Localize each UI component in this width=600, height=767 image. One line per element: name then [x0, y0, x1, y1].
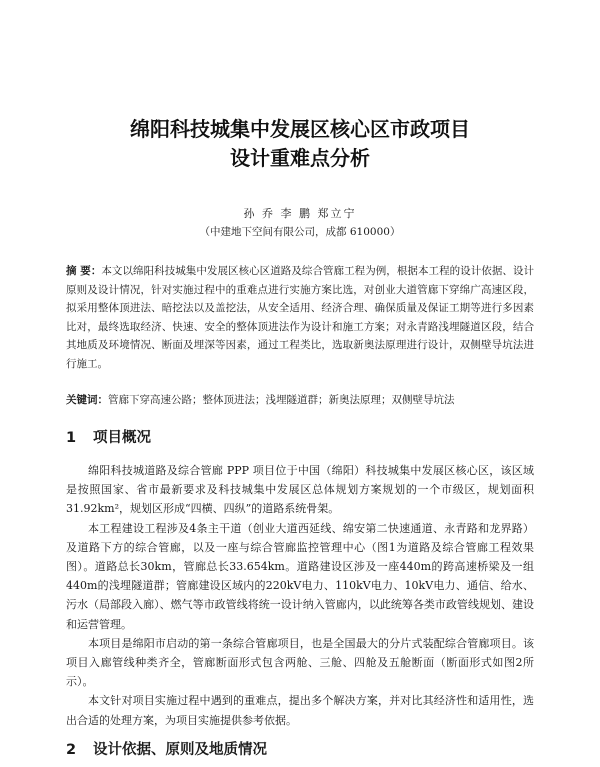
section-1-body: [66, 461, 534, 730]
abstract-label: 摘 要：: [66, 265, 102, 277]
section-1-heading: [66, 428, 151, 448]
body-paragraph: 绵阳科技城道路及综合管廊 PPP 项目位于中国（绵阳）科技城集中发展区核心区，该区域是按照国家、省市最新要求及科技城集中发展区总体规划方案规划的一个市级区，规划面积31.92km²，规划区形成“四横、四纵”的道路系统骨架。: [66, 464, 534, 516]
body-paragraph: 本文针对项目实施过程中遇到的重难点，提出多个解决方案，并对比其经济性和适用性，选出合适的处理方案，为项目实施提供参考依据。: [66, 694, 534, 727]
author-affiliation: （中建地下空间有限公司，成都 610000）: [199, 226, 401, 238]
section-1-number: 1: [66, 430, 77, 446]
section-1-title: 项目概况: [93, 430, 151, 446]
keywords: [66, 391, 534, 409]
abstract-text: 本文以绵阳科技城集中发展区核心区道路及综合管廊工程为例，根据本工程的设计依据、设计原则及设计情况，针对实施过程中的重难点进行实施方案比选，对创业大道管廊下穿绵广高速区段，拟采用整体顶进法、暗挖法以及盖挖法，从安全适用、经济合理、确保质量及保证工期等进行多因素比对，最终选取经济、快速、安全的整体顶进法作为设计和施工方案；对永青路浅埋隧道区段，结合其地质及环境情况、断面及埋深等因素，通过工程类比，选取新奥法原理进行设计，双侧壁导坑法进行施工。: [66, 265, 535, 370]
abstract: [66, 262, 534, 374]
body-paragraph: 本工程建设工程涉及4条主干道（创业大道西延线、绵安第二快速通道、永青路和龙界路）及道路下方的综合管廊，以及一座与综合管廊监控管理中心（图1为道路及综合管廊工程效果图）。道路总长30km，管廊总长33.654km。道路建设区涉及一座440m的跨高速桥梁及一组440m的浅埋隧道群；管廊建设区域内的220kV电力、110kV电力、10kV电力、通信、给水、污水（局部段入廊）、燃气等市政管线将统一设计纳入管廊内，以此统筹各类市政管线规划、建设和运营管理。: [66, 521, 534, 631]
author-list: 孙 乔 李 鹏 郑立宁: [243, 207, 357, 220]
section-2-number: 2: [66, 742, 77, 758]
keywords-label: 关键词：: [66, 394, 108, 406]
keywords-text: 管廊下穿高速公路；整体顶进法；浅埋隧道群；新奥法原理；双侧壁导坑法: [108, 394, 455, 406]
paper-title-line-1: 绵阳科技城集中发展区核心区市政项目: [130, 117, 470, 141]
paper-title-line-2: 设计重难点分析: [230, 146, 370, 170]
section-2-heading: [66, 740, 267, 760]
section-2-title: 设计依据、原则及地质情况: [93, 742, 267, 758]
body-paragraph: 本项目是绵阳市启动的第一条综合管廊项目，也是全国最大的分片式装配综合管廊项目。该项目入廊管线种类齐全，管廊断面形式包含两舱、三舱、四舱及五舱断面（断面形式如图2所示）。: [66, 636, 534, 689]
